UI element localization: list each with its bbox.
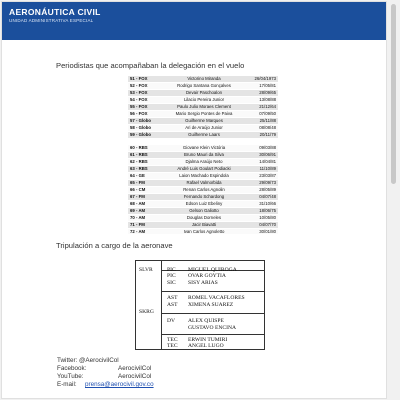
journalist-code: 55 - FOX <box>128 103 162 110</box>
journalist-code: 61 - RBS <box>128 152 162 159</box>
journalist-name: Paulo Julio Moraes Clement <box>162 103 246 110</box>
email-label: E-mail: <box>57 381 77 388</box>
crew-table <box>135 260 265 350</box>
table-row <box>128 152 278 159</box>
journalist-name: Djalma Araújo Neto <box>162 158 246 165</box>
table-row <box>128 228 278 235</box>
table-row <box>128 89 278 96</box>
document-page <box>2 2 386 398</box>
crew-name: OVAR GOYTIA <box>188 273 226 279</box>
journalist-name: Devair Paschoalon <box>162 89 246 96</box>
journalist-code: 69 - AM <box>128 207 162 214</box>
table-row <box>128 214 278 221</box>
crew-base-slvr: SLVR <box>139 267 153 273</box>
journalist-code: 62 - RBS <box>128 158 162 165</box>
journalist-birthdate: 11/10/89 <box>246 165 278 172</box>
table-row <box>128 172 278 179</box>
journalist-birthdate: 17/05/81 <box>246 82 278 89</box>
table-row <box>128 131 278 138</box>
journalist-code: 64 - GE <box>128 172 162 179</box>
journalist-birthdate: 30/01/80 <box>246 228 278 235</box>
journalist-name: Rafael Valmorbida <box>162 179 246 186</box>
table-row <box>128 200 278 207</box>
crew-name: SISY ARIAS <box>188 280 218 286</box>
crew-table-rule <box>161 291 265 292</box>
journalist-name: Lilacio Pereira Junior <box>162 96 246 103</box>
crew-table-rule <box>161 313 265 314</box>
journalist-name: Renan Carlos Agnolin <box>162 186 246 193</box>
journalist-birthdate: 07/09/50 <box>246 110 278 117</box>
journalist-name: Mario Sergio Pontes de Paiva <box>162 110 246 117</box>
journalist-birthdate: 04/07/48 <box>246 193 278 200</box>
journalist-birthdate: 18/06/75 <box>246 207 278 214</box>
journalist-name: Douglas Dorneles <box>162 214 246 221</box>
journalist-birthdate: 04/07/70 <box>246 221 278 228</box>
crew-name: ERWIN TUMIRI <box>188 337 228 343</box>
facebook-label: Facebook: <box>57 365 87 372</box>
facebook-value: AerocivilCol <box>118 365 152 372</box>
journalist-code: 65 - FM <box>128 179 162 186</box>
email-link[interactable]: prensa@aerocivil.gov.co <box>85 381 154 388</box>
journalist-code: 70 - AM <box>128 214 162 221</box>
journalist-birthdate: 31/10/66 <box>246 200 278 207</box>
journalist-name: Victorino Miranda <box>162 76 246 82</box>
youtube-value: AerocivilCol <box>118 373 152 380</box>
table-row <box>128 221 278 228</box>
journalist-name: Jacir Biavatti <box>162 221 246 228</box>
journalist-name: Laion Machado Espindola <box>162 172 246 179</box>
journalist-name: Giovane Klein Victória <box>162 145 246 152</box>
table-row <box>128 110 278 117</box>
journalist-code: 60 - RBS <box>128 145 162 152</box>
scrollbar-thumb[interactable] <box>391 4 396 184</box>
journalist-birthdate: 09/03/88 <box>246 145 278 152</box>
crew-role: PIC <box>167 273 176 279</box>
journalist-birthdate: 23/03/87 <box>246 172 278 179</box>
journalist-birthdate: 08/08/48 <box>246 124 278 131</box>
table-row <box>128 96 278 103</box>
table-row <box>128 145 278 152</box>
journalist-code: 72 - AM <box>128 228 162 235</box>
table-row <box>128 186 278 193</box>
journalist-birthdate: 25/11/88 <box>246 117 278 124</box>
journalist-code: 56 - FOX <box>128 110 162 117</box>
crew-role: TEC <box>167 337 178 343</box>
crew-role: TEC <box>167 343 178 349</box>
journalist-code: 58 - Globo <box>128 124 162 131</box>
journalist-code: 66 - CM <box>128 186 162 193</box>
crew-name: ROMEL VACAFLORES <box>188 295 245 301</box>
table-row <box>128 103 278 110</box>
journalist-birthdate: 10/05/80 <box>246 214 278 221</box>
table-row <box>128 117 278 124</box>
crew-role: PIC <box>167 267 176 273</box>
journalist-birthdate: 20/11/79 <box>246 131 278 138</box>
journalist-name: Rodrigo Santana Gonçalves <box>162 82 246 89</box>
journalist-code: 54 - FOX <box>128 96 162 103</box>
table-row <box>128 158 278 165</box>
journalist-code: 68 - AM <box>128 200 162 207</box>
journalist-name: Edson Luiz Ebeliny <box>162 200 246 207</box>
journalist-birthdate: 26/04/1973 <box>246 76 278 82</box>
table-row <box>128 179 278 186</box>
journalist-name: Ivan Carlos Agnoletto <box>162 228 246 235</box>
journalist-code: 51 - FOX <box>128 76 162 82</box>
table-row <box>128 124 278 131</box>
crew-name: MIGUEL QUIROGA <box>188 267 237 273</box>
journalist-name: Ari de Araújo Junior <box>162 124 246 131</box>
crew-heading: Tripulación a cargo de la aeronave <box>56 241 173 250</box>
crew-name: GUSTAVO ENCINA <box>188 325 237 331</box>
journalist-code: 59 - Globo <box>128 131 162 138</box>
journalist-birthdate: 28/05/89 <box>246 186 278 193</box>
journalist-name: Guilherme Marques <box>162 117 246 124</box>
journalist-birthdate: 14/04/81 <box>246 158 278 165</box>
crew-role: AST <box>167 302 178 308</box>
journalist-birthdate: 29/09/73 <box>246 179 278 186</box>
brand-title: AERONÁUTICA CIVIL <box>9 7 101 17</box>
crew-name: ALEX QUISPE <box>188 318 224 324</box>
crew-role: SIC <box>167 280 176 286</box>
journalist-name: André Luis Goulart Podiacki <box>162 165 246 172</box>
crew-name: ANGEL LUGO <box>188 343 224 349</box>
journalist-birthdate: 30/06/91 <box>246 152 278 159</box>
crew-role: DV <box>167 318 176 324</box>
journalist-name: Guilherme Laars <box>162 131 246 138</box>
journalist-birthdate: 13/08/88 <box>246 96 278 103</box>
table-row <box>128 82 278 89</box>
crew-base-skrg: SKRG <box>139 309 154 315</box>
journalist-code: 52 - FOX <box>128 82 162 89</box>
crew-table-rule <box>161 334 265 335</box>
journalist-birthdate: 28/09/65 <box>246 89 278 96</box>
journalist-code: 63 - RBS <box>128 165 162 172</box>
journalists-table <box>128 76 278 235</box>
table-row <box>128 207 278 214</box>
journalists-heading: Periodistas que acompañaban la delegación en el vuelo <box>56 61 245 70</box>
journalist-birthdate: 21/12/64 <box>246 103 278 110</box>
header-banner <box>2 2 386 40</box>
journalist-name: Bruno Mauri da Silva <box>162 152 246 159</box>
journalist-name: Fernando Schardong <box>162 193 246 200</box>
table-row <box>128 165 278 172</box>
brand-subtitle: UNIDAD ADMINISTRATIVA ESPECIAL <box>9 18 94 23</box>
crew-table-divider <box>161 261 162 350</box>
journalist-code: 57 - Globo <box>128 117 162 124</box>
journalist-code: 71 - FM <box>128 221 162 228</box>
twitter-line: Twitter: @AerocivilCol <box>57 357 119 364</box>
crew-role: AST <box>167 295 178 301</box>
crew-name: XIMENA SUAREZ <box>188 302 234 308</box>
journalist-code: 53 - FOX <box>128 89 162 96</box>
journalist-code: 67 - FM <box>128 193 162 200</box>
table-row <box>128 193 278 200</box>
journalist-name: Gelson Galiotto <box>162 207 246 214</box>
youtube-label: YouTube: <box>57 373 84 380</box>
